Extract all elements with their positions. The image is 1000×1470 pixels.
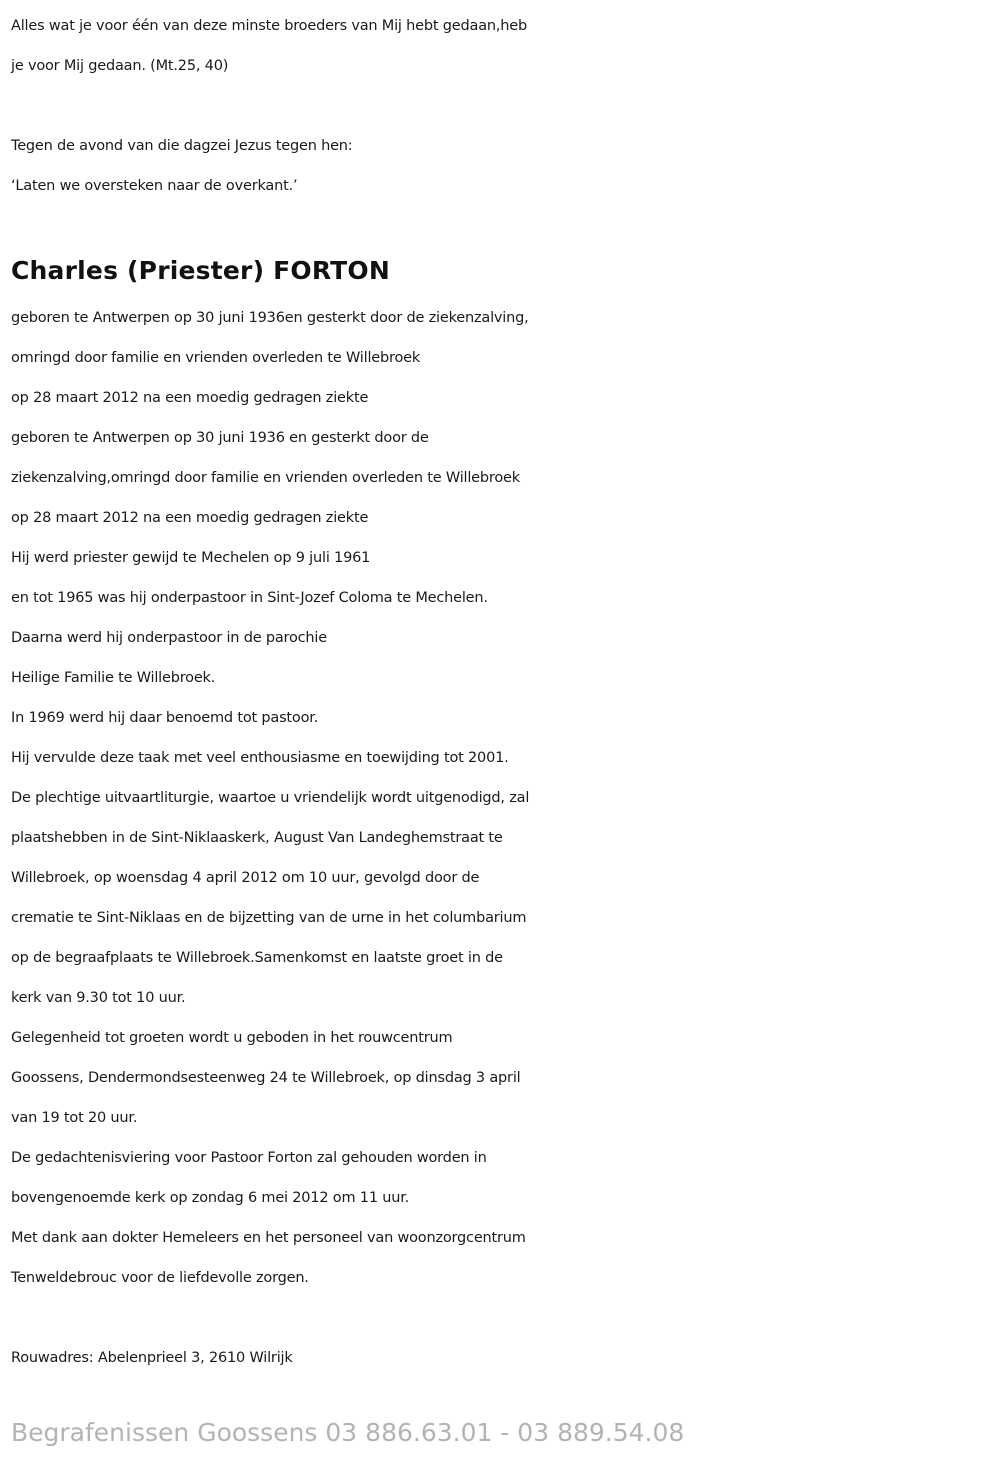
- body-line: De plechtige uitvaartliturgie, waartoe u vriendelijk wordt uitgenodigd, zal: [11, 790, 530, 806]
- quote-line: Alles wat je voor één van deze minste broeders van Mij hebt gedaan,heb: [11, 18, 527, 34]
- verse-line: Tegen de avond van die dagzei Jezus tegen hen:: [11, 138, 353, 154]
- body-line: Hij vervulde deze taak met veel enthousiasme en toewijding tot 2001.: [11, 750, 509, 766]
- body-line: op 28 maart 2012 na een moedig gedragen ziekte: [11, 390, 369, 406]
- spacer: [11, 1298, 990, 1338]
- bible-quote: [11, 6, 990, 86]
- body-line: ziekenzalving,omringd door familie en vrienden overleden te Willebroek: [11, 470, 520, 486]
- body-line: Met dank aan dokter Hemeleers en het personeel van woonzorgcentrum: [11, 1230, 526, 1246]
- verse: [11, 126, 990, 206]
- verse-line: ‘Laten we oversteken naar de overkant.’: [11, 178, 298, 194]
- body-line: geboren te Antwerpen op 30 juni 1936en gesterkt door de ziekenzalving,: [11, 310, 529, 326]
- body-line: Tenweldebrouc voor de liefdevolle zorgen.: [11, 1270, 309, 1286]
- obituary-body: [11, 298, 990, 1298]
- body-line: Heilige Familie te Willebroek.: [11, 670, 216, 686]
- body-line: geboren te Antwerpen op 30 juni 1936 en gesterkt door de: [11, 430, 429, 446]
- body-line: Goossens, Dendermondsesteenweg 24 te Willebroek, op dinsdag 3 april: [11, 1070, 521, 1086]
- body-line: omringd door familie en vrienden overleden te Willebroek: [11, 350, 421, 366]
- mourning-address: Rouwadres: Abelenprieel 3, 2610 Wilrijk: [11, 1350, 293, 1366]
- body-line: en tot 1965 was hij onderpastoor in Sint-Jozef Coloma te Mechelen.: [11, 590, 488, 606]
- body-line: op 28 maart 2012 na een moedig gedragen ziekte: [11, 510, 369, 526]
- quote-line: je voor Mij gedaan. (Mt.25, 40): [11, 58, 229, 74]
- body-line: Gelegenheid tot groeten wordt u geboden in het rouwcentrum: [11, 1030, 453, 1046]
- body-line: kerk van 9.30 tot 10 uur.: [11, 990, 186, 1006]
- body-line: crematie te Sint-Niklaas en de bijzetting van de urne in het columbarium: [11, 910, 527, 926]
- deceased-name: Charles (Priester) FORTON: [11, 256, 390, 285]
- body-line: In 1969 werd hij daar benoemd tot pastoor.: [11, 710, 319, 726]
- body-line: van 19 tot 20 uur.: [11, 1110, 138, 1126]
- spacer: [11, 86, 990, 126]
- spacer: [11, 206, 990, 242]
- body-line: Willebroek, op woensdag 4 april 2012 om 10 uur, gevolgd door de: [11, 870, 480, 886]
- funeral-home-footer: Begrafenissen Goossens 03 886.63.01 - 03 889.54.08: [11, 1418, 685, 1447]
- body-line: bovengenoemde kerk op zondag 6 mei 2012 om 11 uur.: [11, 1190, 410, 1206]
- body-line: Hij werd priester gewijd te Mechelen op 9 juli 1961: [11, 550, 371, 566]
- body-line: Daarna werd hij onderpastoor in de parochie: [11, 630, 327, 646]
- body-line: op de begraafplaats te Willebroek.Samenkomst en laatste groet in de: [11, 950, 503, 966]
- body-line: plaatshebben in de Sint-Niklaaskerk, August Van Landeghemstraat te: [11, 830, 503, 846]
- body-line: De gedachtenisviering voor Pastoor Forton zal gehouden worden in: [11, 1150, 487, 1166]
